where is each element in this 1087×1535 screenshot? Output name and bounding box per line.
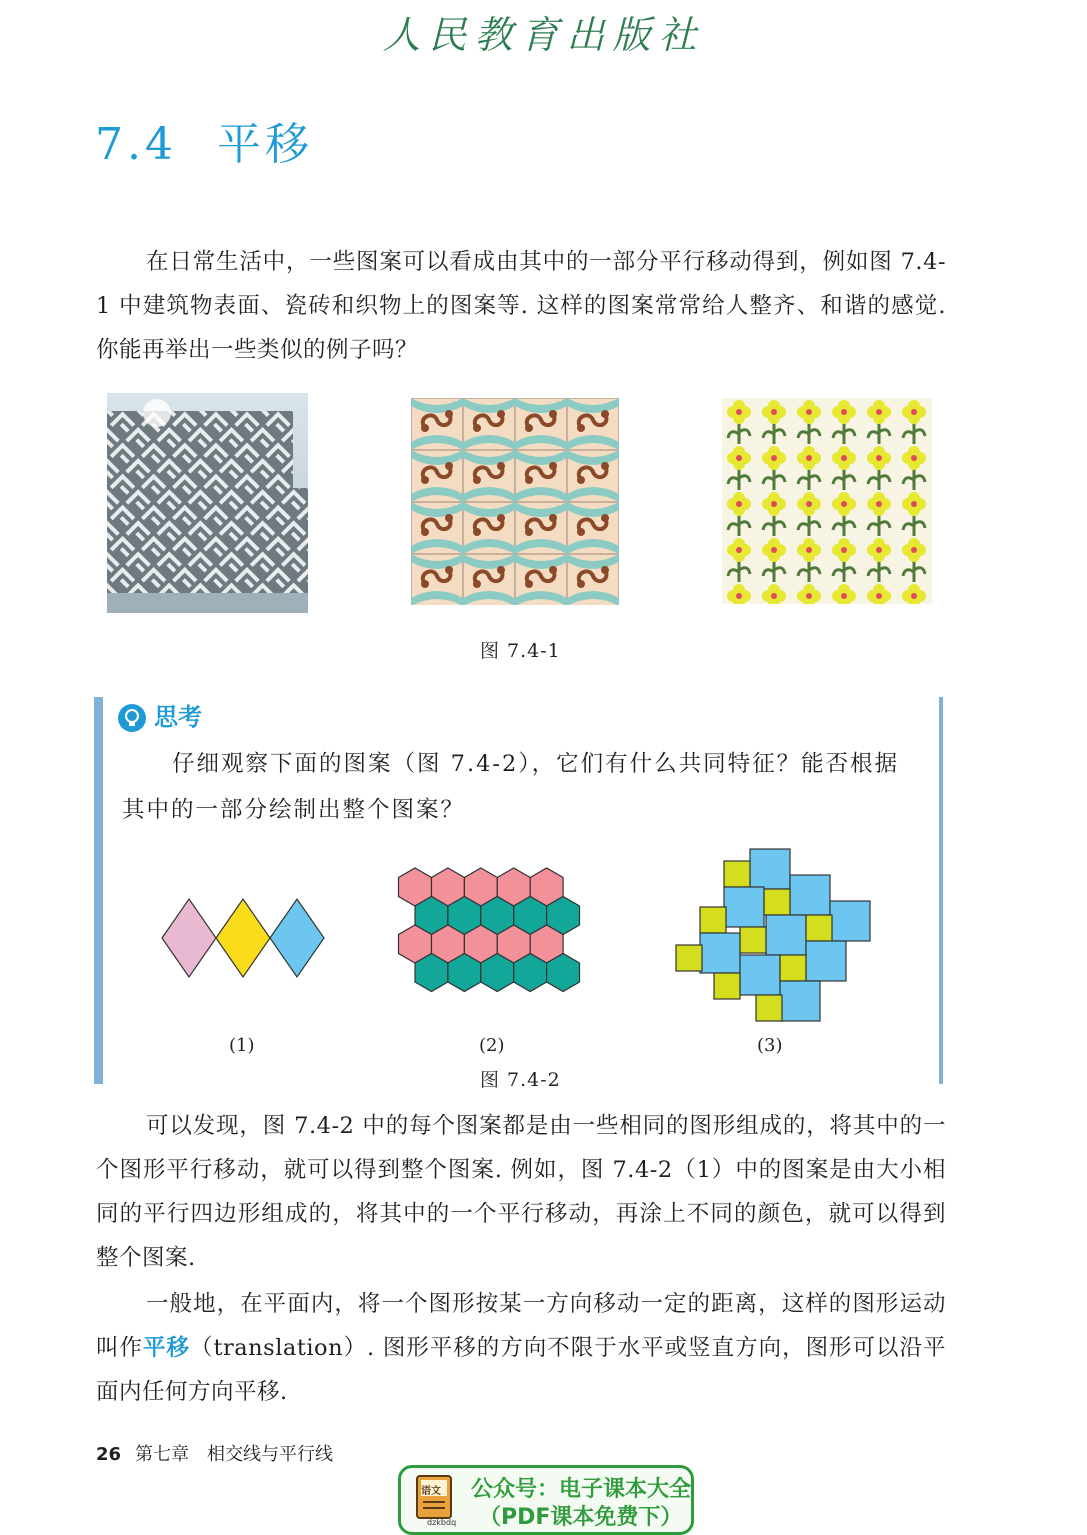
fabric-photo: [722, 398, 932, 604]
rhombus-yellow: [216, 899, 270, 977]
keyword-translation: 平移: [142, 1335, 190, 1361]
sub-label-2: (2): [479, 1035, 505, 1056]
hexagon-pattern: [397, 867, 597, 1003]
definition-text-after: （translation）. 图形平移的方向不限于水平或竖直方向，图形可以沿平面内任何方向平移.: [96, 1335, 946, 1405]
definition-text-before: 一般地，在平面内，将一个图形按某一方向移动一定的距离，这样的图形运动叫作: [96, 1291, 946, 1361]
promo-tag: dzkbdq: [427, 1518, 457, 1527]
tile-photo: [411, 398, 619, 605]
think-heading: [118, 697, 202, 732]
rhombus-pink: [162, 899, 216, 977]
figure-caption-2: 图 7.4-2: [480, 1069, 561, 1091]
think-box: [94, 697, 943, 1091]
lightbulb-icon: [118, 704, 146, 732]
definition-paragraph: [96, 1282, 946, 1414]
book-label: 语文: [421, 1486, 441, 1497]
page-footer: [96, 1440, 333, 1466]
think-question: 仔细观察下面的图案（图 7.4-2），它们有什么共同特征？能否根据其中的一部分绘制出整个图案？: [122, 751, 900, 823]
section-number: 7.4: [95, 119, 177, 170]
intro-paragraph: 在日常生活中，一些图案可以看成由其中的一部分平行移动得到，例如图 7.4-1 中建筑物表面、瓷砖和织物上的图案等. 这样的图案常常给人整齐、和谐的感觉. 你能再举出一些类似的例子吗？: [96, 249, 946, 363]
square-pattern: [674, 847, 879, 1025]
building-photo: [107, 393, 308, 613]
observation-paragraph: 可以发现，图 7.4-2 中的每个图案都是由一些相同的图形组成的，将其中的一个图形平行移动，就可以得到整个图案. 例如，图 7.4-2（1）中的图案是由大小相同的平行四边形组成的，将其中的一个平行移动，再涂上不同的颜色，就可以得到整个图案.: [96, 1113, 946, 1271]
publisher-logo: 人民教育出版社: [382, 13, 705, 57]
sub-label-3: (3): [757, 1035, 783, 1056]
think-bar-right: [939, 697, 943, 1084]
promo-line-1: 公众号：电子课本大全: [471, 1477, 692, 1502]
section-title-text: 平移: [216, 119, 313, 170]
think-heading-text: 思考: [154, 703, 202, 731]
promo-badge: [398, 1465, 694, 1535]
page-number: 26: [96, 1444, 122, 1465]
chapter-title: 第七章 相交线与平行线: [135, 1444, 334, 1465]
sub-label-1: (1): [229, 1035, 255, 1056]
rhombus-blue: [270, 899, 324, 977]
figure-caption-1: 图 7.4-1: [480, 640, 561, 662]
section-title: [95, 108, 313, 172]
think-bar-left: [94, 697, 103, 1084]
promo-line-2: （PDF课本免费下）: [479, 1505, 683, 1530]
rhombus-pattern: [160, 897, 326, 979]
